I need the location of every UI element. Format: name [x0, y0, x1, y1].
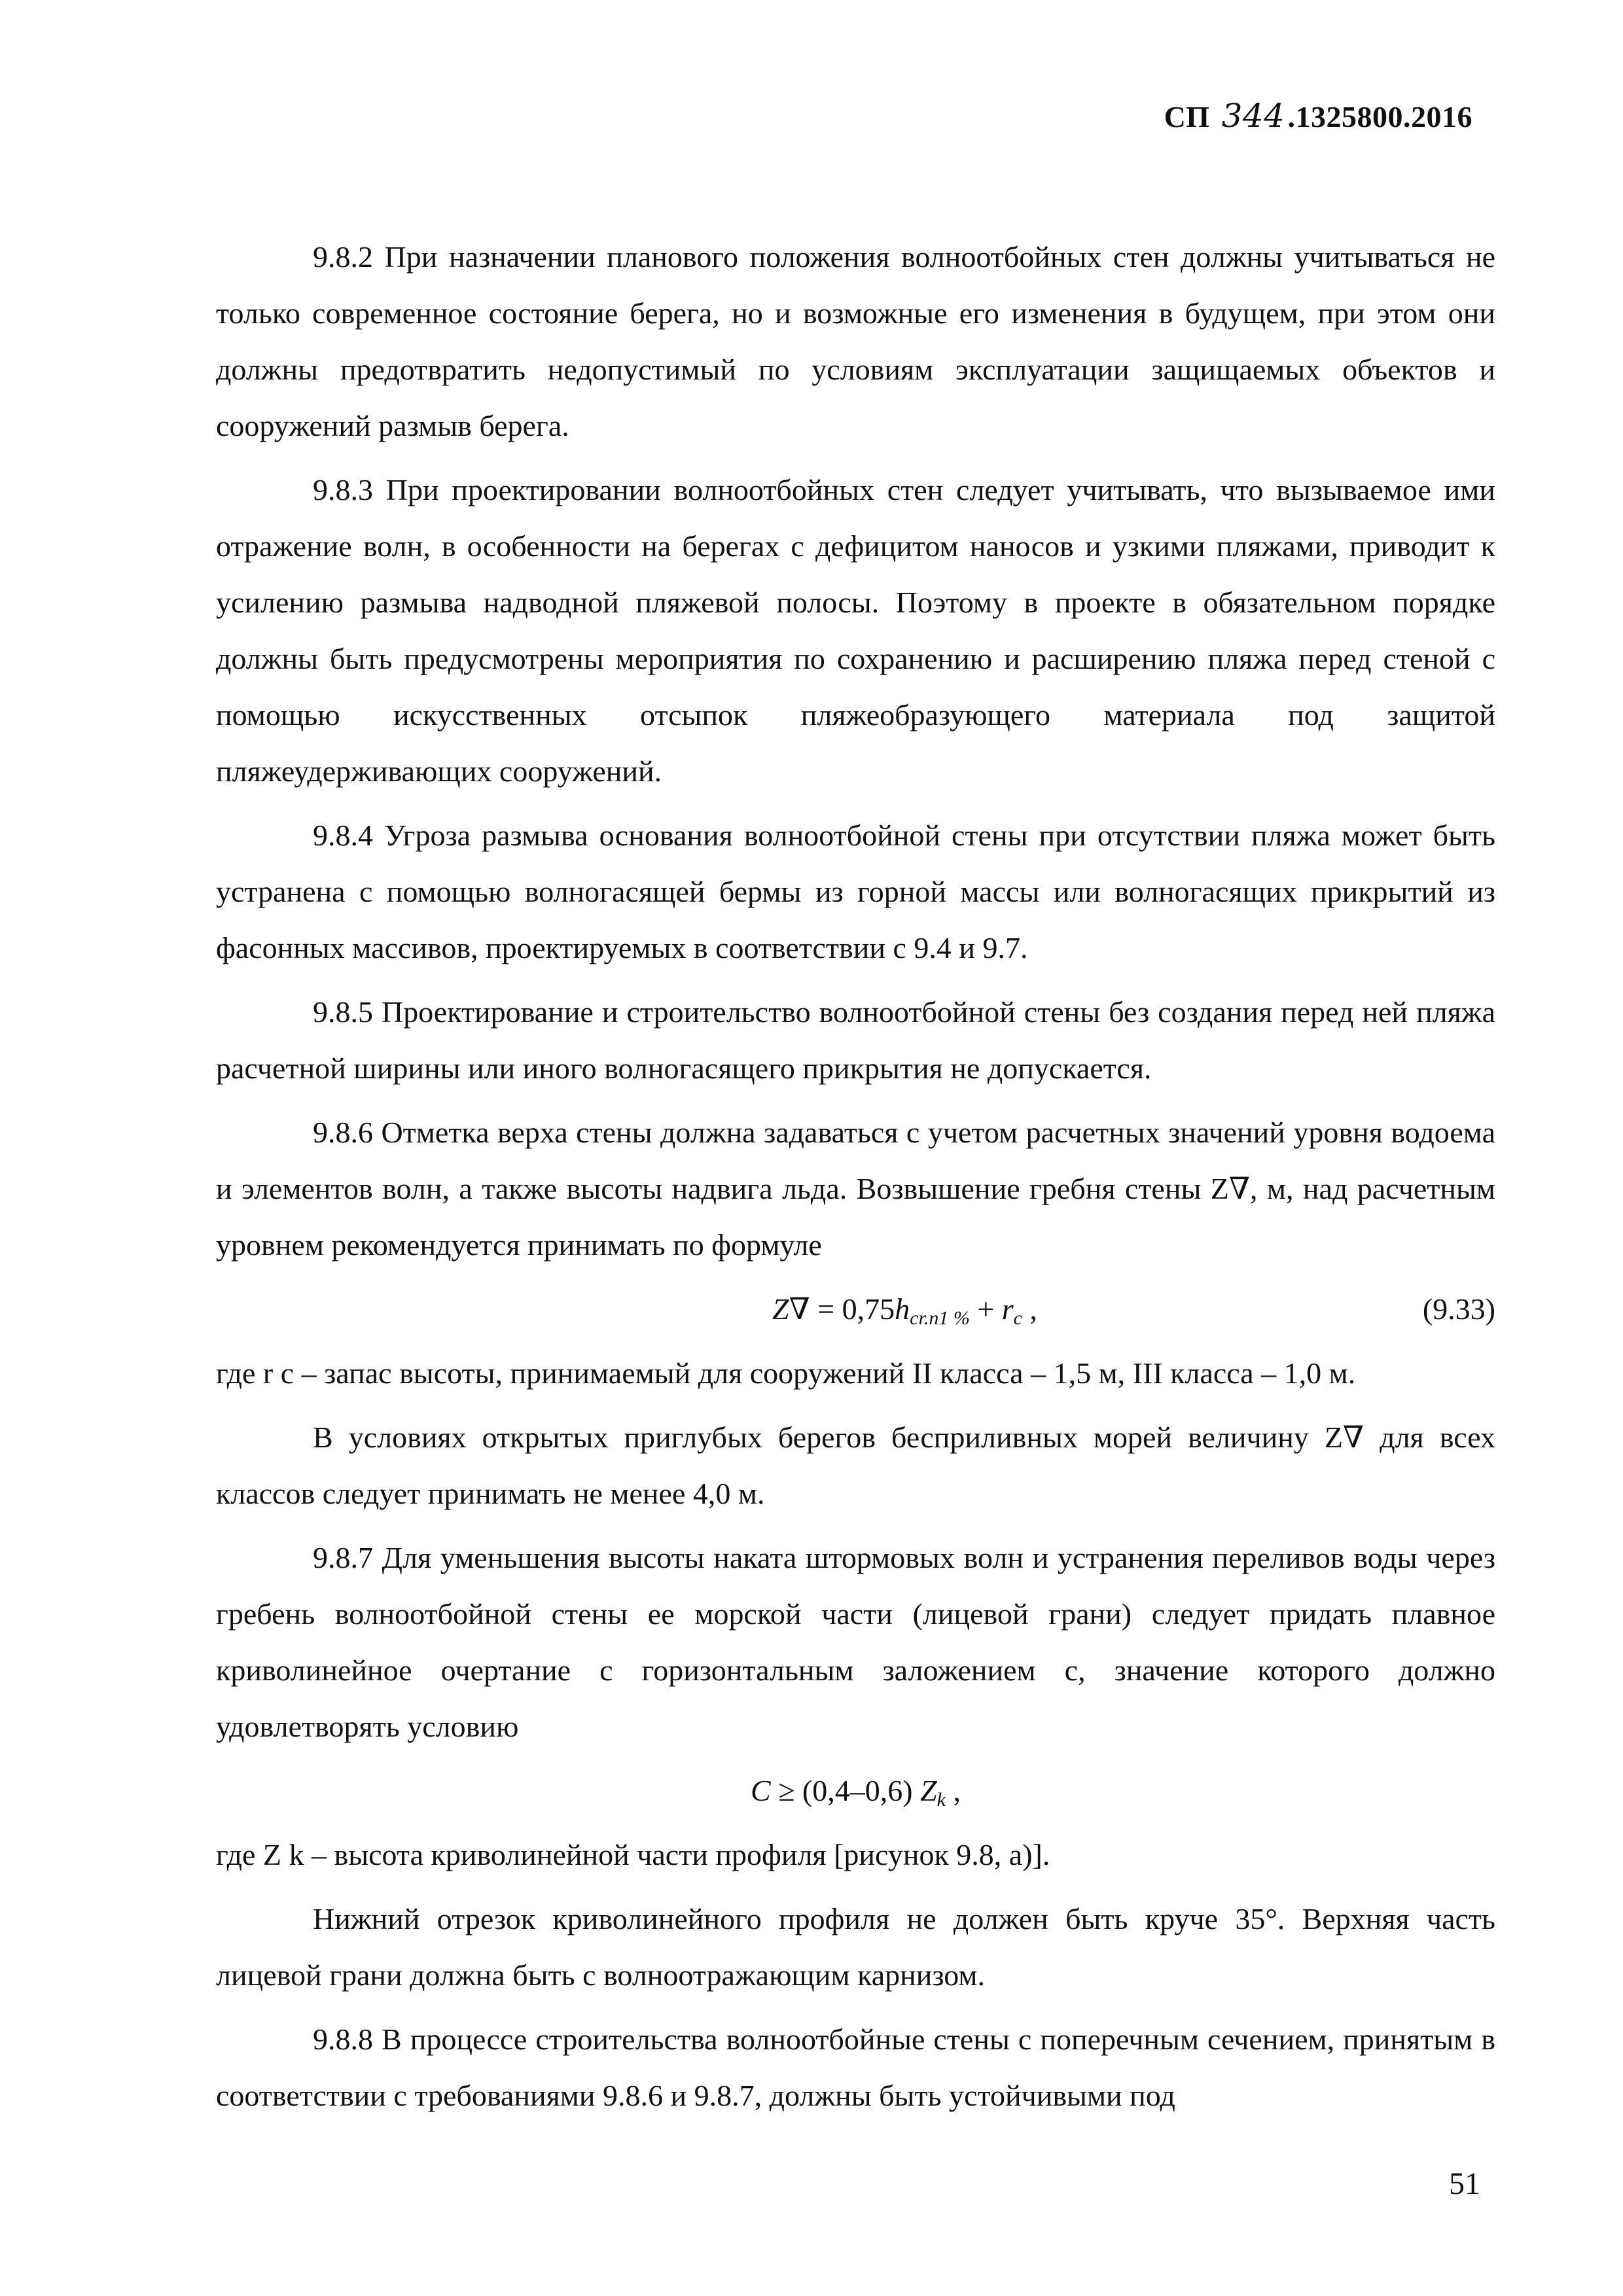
- paragraph-9-8-5: 9.8.5 Проектирование и строительство волноотбойной стены без создания перед ней пляжа расчетной ширины или иного волногасящего прикрытия не допускается.: [216, 995, 1495, 1085]
- header-prefix: СП: [1164, 100, 1210, 133]
- formula-tail: ,: [1022, 1292, 1037, 1326]
- paragraph-9-8-2: 9.8.2 При назначении планового положения волноотбойных стен должны учитываться не только современное состояние берега, но и возможные его изменения в будущем, при этом они должны предотвратить недопустимый по условиям эксплуатации защищаемых объектов и сооружений размыв берега.: [216, 240, 1495, 442]
- formula-c-z-subscript: k: [936, 1789, 946, 1810]
- formula-r: r: [1001, 1292, 1014, 1326]
- document-body: [216, 229, 1495, 2132]
- formula-c-tail: ,: [946, 1774, 961, 1807]
- formula-9-33-where: где r с – запас высоты, принимаемый для сооружений II класса – 1,5 м, III класса – 1,0 м.: [216, 1356, 1356, 1390]
- page-number: 51: [1449, 2166, 1480, 2201]
- paragraph-9-8-8: 9.8.8 В процессе строительства волноотбойные стены с поперечным сечением, принятым в соответствии с требованиями 9.8.6 и 9.8.7, должны быть устойчивыми под: [216, 2022, 1495, 2112]
- paragraph-9-8-6-note: В условиях открытых приглубых берегов бесприливных морей величину Z∇ для всех классов следует принимать не менее 4,0 м.: [216, 1421, 1495, 1510]
- formula-plus: +: [969, 1292, 1002, 1326]
- formula-coefficient: = 0,75: [810, 1292, 895, 1326]
- paragraph-9-8-7: 9.8.7 Для уменьшения высоты наката штормовых волн и устранения переливов воды через гребень волноотбойной стены ее морской части (лицевой грани) следует придать плавное криволинейное очертание с горизонтальным заложением с, значение которого должно удовлетворять условию: [216, 1541, 1495, 1743]
- equation-number: (9.33): [1422, 1292, 1495, 1326]
- formula-r-subscript: c: [1013, 1307, 1022, 1329]
- paragraph-9-8-4: 9.8.4 Угроза размыва основания волноотбойной стены при отсутствии пляжа может быть устранена с помощью волногасящей бермы из горной массы или волногасящих прикрытий из фасонных массивов, проектируемых в соответствии с 9.4 и 9.7.: [216, 819, 1495, 964]
- formula-lhs: Z∇: [772, 1292, 810, 1326]
- document-code-header: [1164, 97, 1472, 135]
- formula-h-subscript: cr.n1 %: [910, 1307, 970, 1329]
- formula-9-33: [216, 1281, 1495, 1337]
- formula-h: h: [895, 1292, 910, 1326]
- formula-9-33-expression: [772, 1281, 1037, 1337]
- formula-c-condition: [216, 1763, 1495, 1819]
- paragraph-9-8-6: 9.8.6 Отметка верха стены должна задаваться с учетом расчетных значений уровня водоема и элементов волн, а также высоты надвига льда. Возвышение гребня стены Z∇, м, над расчетным уровнем рекомендуется принимать по формуле: [216, 1116, 1495, 1262]
- header-handwritten-number: 344: [1221, 97, 1285, 135]
- paragraph-9-8-3: 9.8.3 При проектировании волноотбойных стен следует учитывать, что вызываемое ими отражение волн, в особенности на берегах с дефицитом наносов и узкими пляжами, приводит к усилению размыва надводной пляжевой полосы. Поэтому в проекте в обязательном порядке должны быть предусмотрены мероприятия по сохранению и расширению пляжа перед стеной с помощью искусственных отсыпок пляжеобразующего материала под защитой пляжеудерживающих сооружений.: [216, 473, 1495, 788]
- formula-c-z: Z: [920, 1774, 937, 1807]
- header-suffix: .1325800.2016: [1287, 100, 1472, 133]
- formula-c-where: где Z k – высота криволинейной части профиля [рисунок 9.8, а)].: [216, 1838, 1050, 1871]
- formula-c-relation: ≥ (0,4–0,6): [770, 1774, 921, 1807]
- formula-c-lhs: C: [751, 1774, 771, 1807]
- paragraph-9-8-7-note: Нижний отрезок криволинейного профиля не должен быть круче 35°. Верхняя часть лицевой грани должна быть с волноотражающим карнизом.: [216, 1902, 1495, 1992]
